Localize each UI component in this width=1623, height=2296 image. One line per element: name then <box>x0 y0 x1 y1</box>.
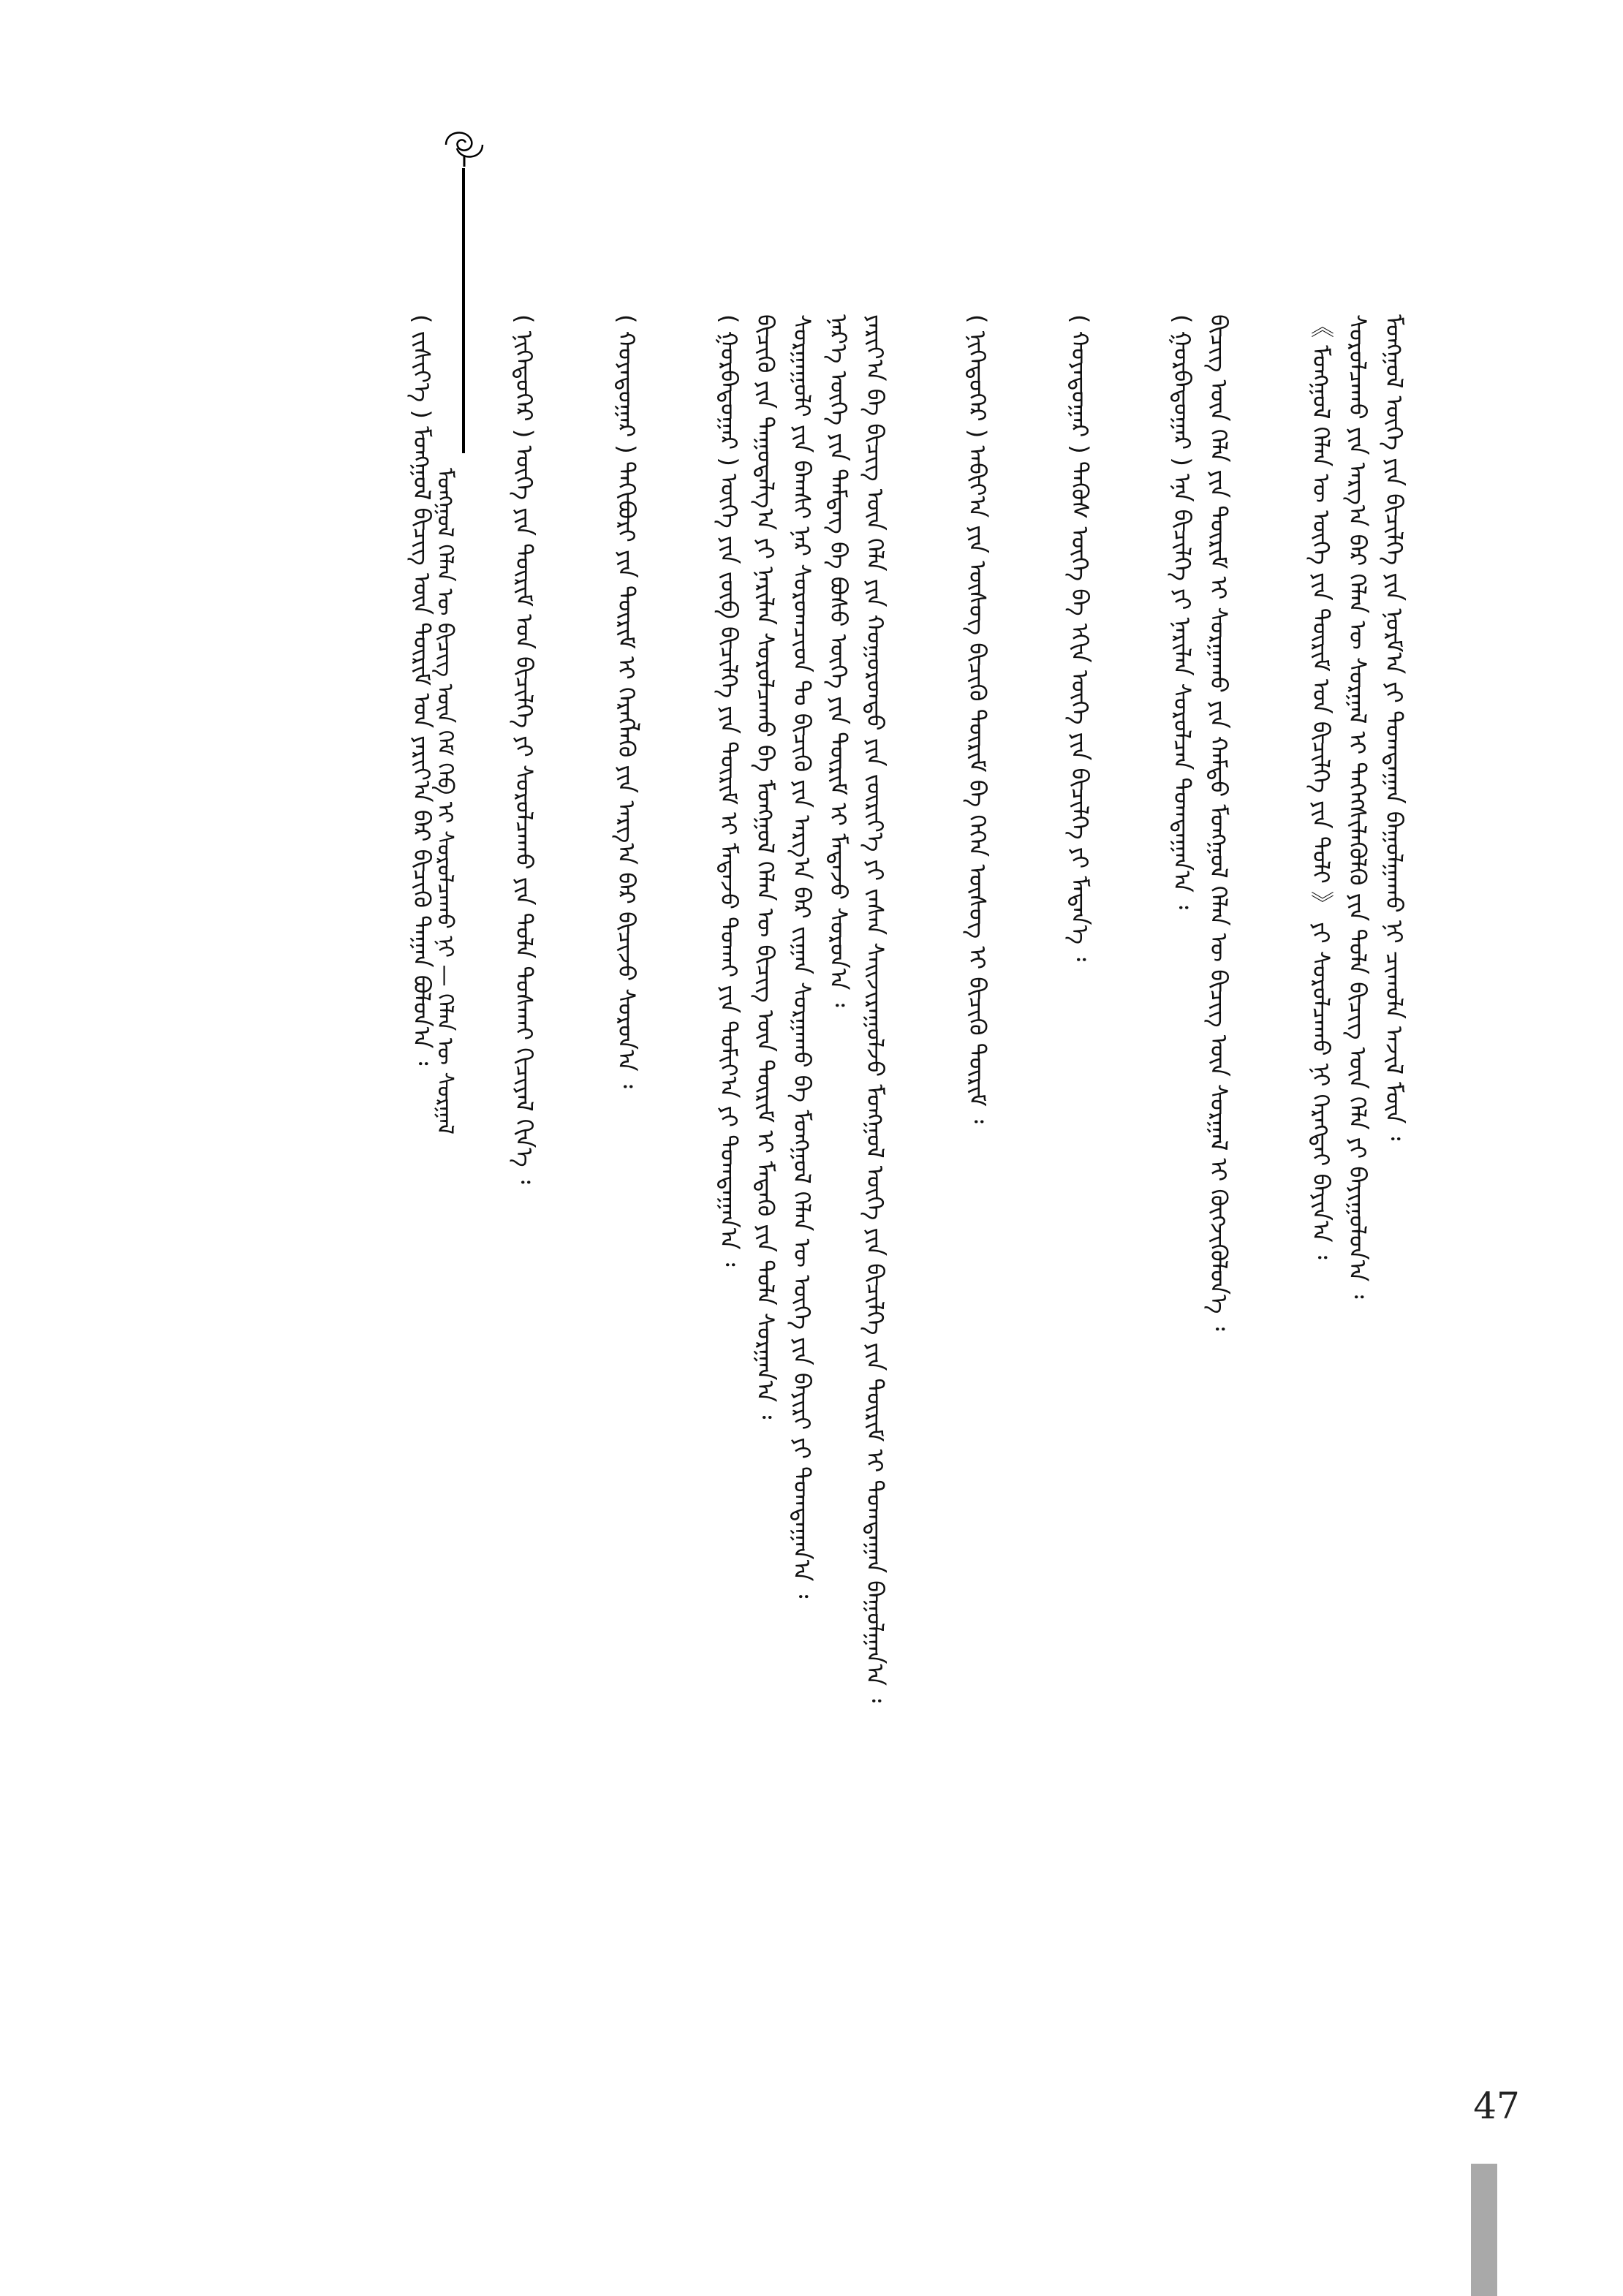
paragraph: ( ᠵᠢᠱᠢᠶ᠎ᠡ ) ᠮᠣᠩᠭᠣᠯ ᠪᠢᠴᠢᠭ᠌ ᠦᠨ ᠳᠦᠷᠢᠮ ᠤᠨ ᠶᠠᠷᠢᠶ᠎ᠠ ᠪᠠᠷ ᠪᠢᠴᠢᠬᠦ ᠳᠠᠭᠠᠨ ᠪᠣᠯᠤᠨ᠎ᠠ ᠄ <box>408 314 436 1066</box>
page-number: 47 <box>1473 2085 1520 2127</box>
running-header-title: ᠮᠣᠩᠭᠣᠯ ᠬᠡᠯᠡᠨ ᠦ ᠪᠢᠴᠢᠭ᠌ ᠦᠨ ᠬᠡᠮ ᠬᠡᠪ ᠢ ᠰᠤᠷᠤᠯᠴᠠᠬᠤ ᠨᠢ — ᠬᠡᠯᠡᠨ ᠦ ᠰᠤᠷᠭᠠᠯ <box>432 468 458 1135</box>
main-text-block <box>338 314 1412 2120</box>
paragraph: ( ᠭᠤᠷᠪᠠᠳᠤᠭᠠᠷ ) ᠡᠨᠡ ᠪᠢᠴᠢᠯᠭᠡ ᠶᠢ ᠨᠠᠷᠢᠯᠠᠨ ᠰᠤᠷᠤᠯᠴᠠᠨ ᠲᠣᠭᠲᠠᠭᠠᠨ᠎ᠠ ᠄ <box>1168 314 1196 909</box>
paragraph: ( ᠬᠣᠶᠠᠳᠤᠭᠠᠷ ) ᠲᠡᠭᠦᠰ ᠦᠭᠡ ᠪᠠ ᠡᠬᠢᠨ ᠦᠭᠡ ᠶᠢᠨ ᠪᠢᠴᠢᠯᠭᠡ ᠶᠢ ᠮᠡᠳᠡᠨ᠎ᠡ ᠄ <box>1066 314 1094 962</box>
header-ornament-icon <box>439 123 490 167</box>
paragraph: ᠰᠤᠷᠤᠯᠴᠠᠬᠤ ᠶᠢᠨ ᠠᠷᠭ᠎ᠠ ᠪᠠᠷ ᠬᠡᠯᠡᠨ ᠦ ᠰᠤᠷᠭᠠᠯ ᠢ ᠳᠡᠭᠡᠭ᠌ᠰᠢᠯᠡᠭᠦᠯᠬᠦ ᠶᠢᠨ ᠲᠤᠯᠠ ᠪᠢᠴᠢᠭ᠌ ᠦᠨ ᠬᠡᠯᠡ ᠶᠢ ᠪᠠᠶᠢᠭᠤᠯᠤᠨ᠎ᠠ ᠄ <box>1344 314 1372 1299</box>
paragraph: ᠰᠤᠷᠭᠠᠭᠤᠯᠢ ᠶᠢᠨ ᠪᠠᠭᠰᠢ ᠨᠠᠷ ᠰᠤᠷᠤᠭᠴᠢᠳ ᠲᠤ ᠪᠢᠴᠢᠬᠦ ᠶᠢᠨ ᠠᠷᠭ᠎ᠠ ᠪᠠᠷ ᠵᠢᠭᠠᠨ ᠰᠤᠷᠭᠠᠬᠤ ᠪᠠ ᠮᠣᠩᠭᠣᠯ ᠬᠡᠯᠡᠨ ᠦ ᠦᠭᠡ ᠶᠢᠨ ᠪᠠᠶᠢᠷᠢ ᠶᠢ ᠲᠣᠭᠲᠠᠭᠠᠨ᠎ᠠ ᠄ <box>788 314 816 1599</box>
paragraph: ᠮᠣᠩᠭᠣᠯ ᠦᠭᠡ ᠶᠢᠨ ᠪᠢᠴᠢᠯᠭᠡ ᠶᠢᠨ ᠨᠣᠷᠮ᠎ᠠ ᠶᠢ ᠲᠣᠭᠲᠠᠭᠠᠨ ᠪᠠᠭᠤᠯᠭᠠᠬᠤ ᠨᠢ ᠴᠢᠬᠤᠯᠠ ᠠᠵᠢᠯ ᠮᠥᠨ ᠄ <box>1380 314 1408 1141</box>
paragraph: ᠪᠢᠴᠢᠭ᠌ ᠦᠨ ᠬᠡᠯᠡ ᠶᠢᠨ ᠳᠦᠷᠢᠮ ᠢ ᠰᠤᠷᠭᠠᠬᠤ ᠶᠢᠨ ᠬᠠᠮᠲᠤ ᠮᠣᠩᠭᠣᠯ ᠬᠡᠯᠡᠨ ᠦ ᠪᠢᠴᠢᠭ᠌ ᠦᠨ ᠰᠤᠷᠭᠠᠯ ᠢ ᠬᠥᠭᠵᠢᠭᠦᠯᠦᠨ᠎ᠡ ᠄ <box>1205 314 1233 1331</box>
paragraph: ( ᠨᠢᠭᠡᠳᠦᠭᠡᠷ ) ᠠᠪᠢᠶ᠎ᠠ ᠶᠢᠨ ᠦᠰᠦᠭ ᠪᠢᠴᠢᠬᠦ ᠳᠦᠷᠢᠮ ᠪᠠ ᠭᠡᠭᠡᠨ ᠦᠰᠦᠭ ᠢ ᠪᠢᠴᠢᠬᠦ ᠳᠦᠷᠢᠮ ᠄ <box>964 314 991 1124</box>
paragraph: ( ᠨᠢᠭᠡᠳᠦᠭᠡᠷ ) ᠦᠭᠡ ᠶᠢᠨ ᠳᠦᠷᠢᠮ ᠤᠨ ᠪᠢᠴᠢᠯᠭᠡ ᠶᠢ ᠰᠤᠷᠤᠯᠴᠠᠬᠤ ᠶᠢᠨ ᠲᠤᠯᠠ ᠲᠤᠰᠬᠠᠢ ᠬᠢᠴᠢᠶᠡᠯ ᠬᠢᠨ᠎ᠡ ᠄ <box>510 314 538 1184</box>
paragraph: ᠶᠠᠷᠢᠶ᠎ᠠ ᠪᠠ ᠪᠢᠴᠢᠭ᠌ ᠦᠨ ᠬᠡᠯᠡ ᠶᠢᠨ ᠬᠣᠭᠣᠷᠣᠨᠳᠣ ᠶᠢᠨ ᠵᠥᠷᠢᠶ᠎ᠡ ᠶᠢ ᠵᠠᠰᠠᠨ ᠰᠠᠢᠵᠢᠷᠠᠭᠤᠯᠵᠤ ᠮᠣᠩᠭᠣᠯ ᠦᠭᠡ ᠶᠢᠨ ᠪᠢᠴᠢᠯᠭᠡ ᠶᠢᠨ ᠳᠦᠷᠢᠮ ᠢ ᠲᠣᠭᠲᠠᠭᠠᠨ ᠪᠠᠭᠤᠯᠭᠠᠨ᠎ᠠ ᠄ <box>861 314 889 1703</box>
paragraph: 《 ᠮᠣᠩᠭᠣᠯ ᠬᠡᠯᠡᠨ ᠦ ᠦᠭᠡ ᠶᠢᠨ ᠳᠦᠷᠢᠮ ᠤᠨ ᠪᠢᠴᠢᠯᠭᠡ ᠶᠢᠨ ᠲᠣᠯᠢ 》 ᠶᠢ ᠰᠤᠷᠤᠯᠴᠠᠬᠤ ᠨᠢ ᠬᠡᠷᠡᠭᠲᠡᠢ ᠪᠠᠶᠢᠨ᠎ᠠ ᠄ <box>1307 314 1335 1259</box>
paragraph: ( ᠭᠤᠷᠪᠠᠳᠤᠭᠠᠷ ) ᠦᠭᠡ ᠶᠢᠨ ᠵᠥᠪ ᠪᠢᠴᠢᠯᠭᠡ ᠶᠢᠨ ᠳᠦᠷᠢᠮ ᠢ ᠮᠡᠳᠡᠵᠦ ᠲᠤᠬᠠᠢ ᠶᠢᠨ ᠲᠣᠮᠢᠶ᠎ᠠ ᠶᠢ ᠲᠣᠭᠲᠠᠭᠠᠨ᠎ᠠ ᠄ <box>715 314 743 1267</box>
paragraph: ( ᠬᠣᠶᠠᠳᠤᠭᠠᠷ ) ᠳᠠᠬᠢᠪᠤᠷᠢ ᠶᠢᠨ ᠳᠦᠷᠢᠮ ᠢ ᠬᠡᠷᠡᠭᠯᠡᠬᠦ᠌ ᠶᠢᠨ ᠠᠷᠭ᠎ᠠ ᠪᠠᠷ ᠪᠢᠴᠢᠵᠦ ᠰᠤᠷᠤᠨ᠎ᠠ ᠄ <box>613 314 640 1088</box>
paragraph: ᠪᠢᠴᠢᠬᠦ ᠶᠢᠨ ᠳᠠᠭᠤᠳᠠᠯᠭ᠎ᠠ ᠶᠢ ᠨᠠᠷᠢᠯᠠᠨ ᠰᠤᠷᠤᠯᠴᠠᠬᠤ ᠪᠠ ᠮᠣᠩᠭᠣᠯ ᠬᠡᠯᠡᠨ ᠦ ᠪᠢᠴᠢᠭ᠌ ᠦᠨ ᠳᠦᠷᠢᠮ ᠢ ᠮᠡᠳᠡᠬᠦ ᠶᠢᠨ ᠲᠤᠯᠠ ᠰᠤᠷᠭᠠᠨ᠎ᠠ ᠄ <box>752 314 779 1420</box>
side-thumb-tab <box>1471 2164 1497 2296</box>
paragraph: ᠨᠡᠷ᠎ᠡ ᠦᠭᠡ ᠶᠢᠨ ᠲᠡᠮᠳᠡᠭ ᠪᠠ ᠪᠣᠰᠤ ᠦᠭᠡ ᠶᠢᠨ ᠳᠦᠷᠢᠮ ᠢ ᠮᠡᠳᠡᠵᠦ ᠰᠤᠷᠤᠨ᠎ᠠ ᠄ <box>825 314 852 1007</box>
